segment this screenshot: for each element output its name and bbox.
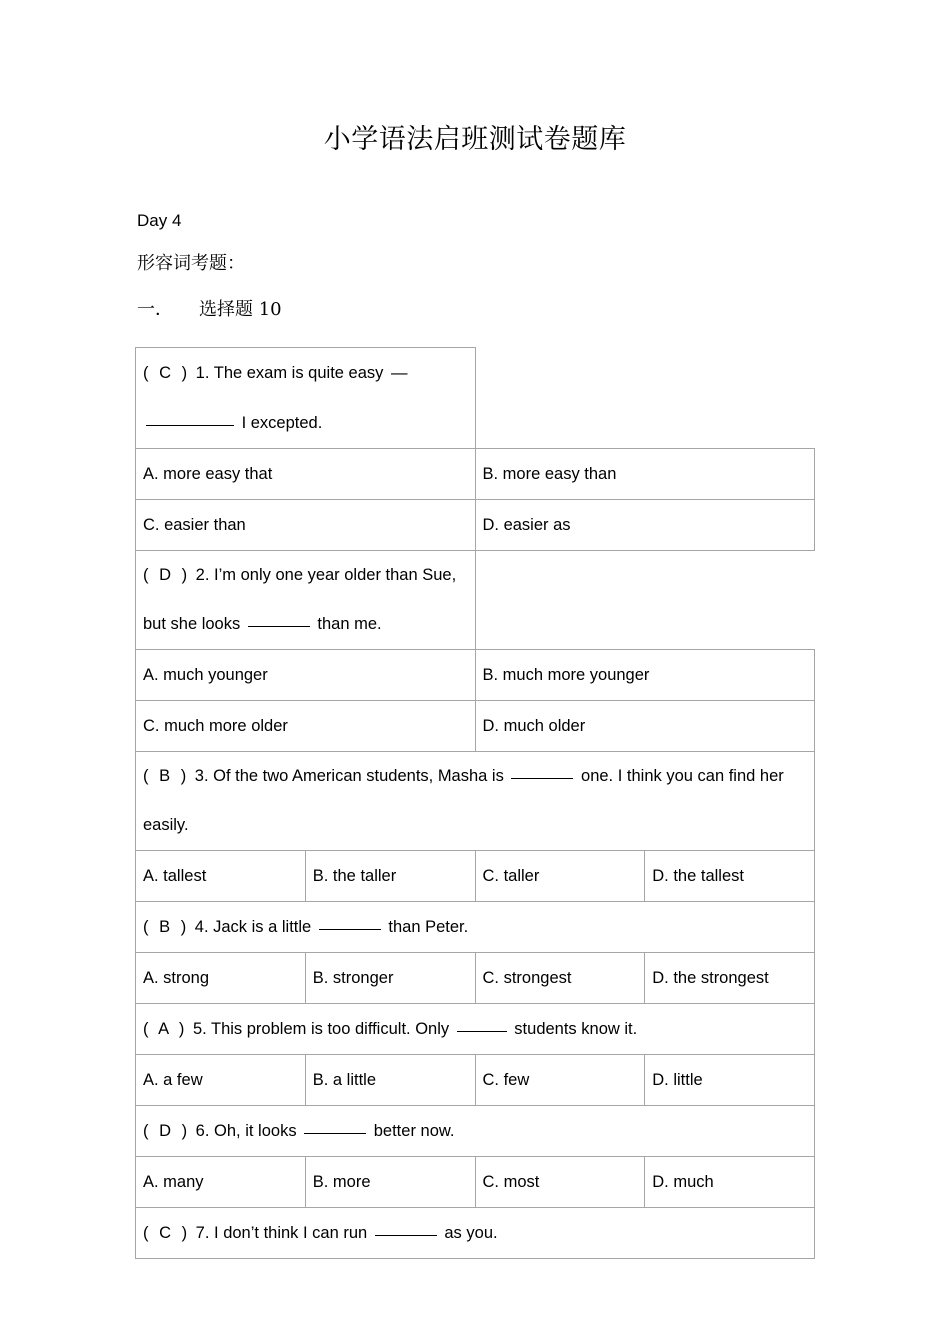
answer-marker bbox=[143, 1224, 191, 1242]
option-row bbox=[136, 1157, 815, 1208]
option-cell[interactable]: B. much more younger bbox=[475, 650, 815, 701]
option-cell[interactable]: D. the tallest bbox=[645, 851, 815, 902]
option-cell[interactable]: D. little bbox=[645, 1055, 815, 1106]
question-number: 2. bbox=[191, 566, 215, 584]
option-row bbox=[136, 500, 815, 551]
paren-close: ) bbox=[181, 566, 188, 584]
question-prompt bbox=[136, 902, 815, 953]
question-number: 1. bbox=[191, 364, 214, 382]
question-text-before: Oh, it looks bbox=[214, 1122, 302, 1140]
question-text-after: better now. bbox=[369, 1122, 455, 1140]
answer-blank bbox=[319, 916, 381, 930]
option-cell[interactable]: B. stronger bbox=[305, 953, 475, 1004]
option-cell[interactable]: A. much younger bbox=[136, 650, 476, 701]
option-cell[interactable]: D. the strongest bbox=[645, 953, 815, 1004]
question-number: 4. bbox=[190, 918, 214, 936]
option-row bbox=[136, 650, 815, 701]
option-cell[interactable]: A. tallest bbox=[136, 851, 306, 902]
paren-open: ( bbox=[143, 1224, 149, 1242]
paren-close: ) bbox=[181, 364, 188, 382]
topic-label: 形容词考题： bbox=[137, 253, 245, 275]
option-cell[interactable]: C. few bbox=[475, 1055, 645, 1106]
paren-close: ) bbox=[181, 1224, 188, 1242]
question-prompt bbox=[136, 1004, 815, 1055]
question-row bbox=[136, 1004, 815, 1055]
question-row bbox=[136, 752, 815, 851]
section-number: 一． bbox=[137, 299, 173, 321]
question-number: 6. bbox=[191, 1122, 215, 1140]
page-title: 小学语法启班测试卷题库 bbox=[323, 124, 627, 155]
question-row bbox=[136, 348, 815, 449]
option-cell[interactable]: D. much older bbox=[475, 701, 815, 752]
answer-letter: C bbox=[154, 364, 176, 382]
option-cell[interactable]: A. many bbox=[136, 1157, 306, 1208]
answer-blank bbox=[375, 1222, 437, 1236]
answer-letter: B bbox=[154, 918, 175, 936]
question-text-after: as you. bbox=[439, 1224, 498, 1242]
em-dash: — bbox=[390, 364, 408, 382]
option-cell[interactable]: D. much bbox=[645, 1157, 815, 1208]
question-text-before: I don’t think I can run bbox=[214, 1224, 372, 1242]
question-row bbox=[136, 1106, 815, 1157]
option-row bbox=[136, 1055, 815, 1106]
question-text-after: students know it. bbox=[509, 1020, 638, 1038]
option-row bbox=[136, 701, 815, 752]
paren-close: ) bbox=[178, 1020, 185, 1038]
option-cell[interactable]: C. most bbox=[475, 1157, 645, 1208]
paren-open: ( bbox=[143, 918, 149, 936]
option-cell[interactable]: D. easier as bbox=[475, 500, 815, 551]
paren-close: ) bbox=[180, 767, 187, 785]
answer-letter: B bbox=[154, 767, 175, 785]
option-cell[interactable]: B. more bbox=[305, 1157, 475, 1208]
question-prompt bbox=[136, 752, 815, 851]
question-text-before: I’m only one year older than Sue, but she looks bbox=[143, 566, 457, 633]
answer-marker bbox=[143, 566, 191, 584]
question-number: 3. bbox=[190, 767, 214, 785]
option-cell[interactable]: C. strongest bbox=[475, 953, 645, 1004]
option-cell[interactable]: B. a little bbox=[305, 1055, 475, 1106]
question-text-before: Jack is a little bbox=[213, 918, 316, 936]
paren-open: ( bbox=[143, 364, 149, 382]
option-row bbox=[136, 449, 815, 500]
question-number: 5. bbox=[188, 1020, 211, 1038]
answer-blank bbox=[457, 1018, 507, 1032]
quiz-table-body bbox=[136, 348, 815, 1259]
paren-open: ( bbox=[143, 767, 149, 785]
document-meta bbox=[0, 156, 950, 319]
answer-marker bbox=[143, 1122, 191, 1140]
option-row bbox=[136, 953, 815, 1004]
option-cell[interactable]: B. the taller bbox=[305, 851, 475, 902]
paren-open: ( bbox=[143, 566, 149, 584]
paren-open: ( bbox=[143, 1020, 149, 1038]
option-cell[interactable]: C. much more older bbox=[136, 701, 476, 752]
question-prompt bbox=[136, 1106, 815, 1157]
day-label: Day 4 bbox=[137, 211, 182, 231]
answer-marker bbox=[143, 918, 190, 936]
question-text-after: than Peter. bbox=[383, 918, 469, 936]
answer-blank bbox=[146, 412, 234, 426]
question-prompt bbox=[136, 1208, 815, 1259]
question-text-after: than me. bbox=[312, 615, 382, 633]
paren-close: ) bbox=[180, 918, 187, 936]
answer-letter: A bbox=[154, 1020, 173, 1038]
answer-marker bbox=[143, 767, 190, 785]
answer-blank bbox=[248, 613, 310, 627]
option-row bbox=[136, 851, 815, 902]
option-cell[interactable]: C. easier than bbox=[136, 500, 476, 551]
answer-marker bbox=[143, 1020, 188, 1038]
option-cell[interactable]: A. strong bbox=[136, 953, 306, 1004]
question-text-before: This problem is too difficult. Only bbox=[211, 1020, 454, 1038]
question-text-before: Of the two American students, Masha is bbox=[213, 767, 509, 785]
section-heading bbox=[137, 273, 815, 319]
option-cell[interactable]: B. more easy than bbox=[475, 449, 815, 500]
answer-letter: D bbox=[154, 1122, 176, 1140]
question-text-before: The exam is quite easy bbox=[213, 364, 388, 382]
question-row bbox=[136, 1208, 815, 1259]
answer-blank bbox=[304, 1120, 366, 1134]
answer-marker bbox=[143, 364, 191, 382]
question-text-after: I excepted. bbox=[237, 414, 323, 432]
answer-letter: C bbox=[154, 1224, 176, 1242]
option-cell[interactable]: A. a few bbox=[136, 1055, 306, 1106]
question-number: 7. bbox=[191, 1224, 215, 1242]
quiz-table bbox=[135, 347, 815, 1259]
question-row bbox=[136, 551, 815, 650]
option-cell[interactable]: A. more easy that bbox=[136, 449, 476, 500]
answer-blank bbox=[511, 765, 573, 779]
answer-letter: D bbox=[154, 566, 176, 584]
paren-close: ) bbox=[181, 1122, 188, 1140]
paren-open: ( bbox=[143, 1122, 149, 1140]
section-label: 选择题 10 bbox=[199, 299, 282, 321]
question-text-after: one. I think you can find her easily. bbox=[143, 767, 784, 834]
question-row bbox=[136, 902, 815, 953]
option-cell[interactable]: C. taller bbox=[475, 851, 645, 902]
question-prompt bbox=[136, 551, 476, 650]
question-prompt bbox=[136, 348, 476, 449]
